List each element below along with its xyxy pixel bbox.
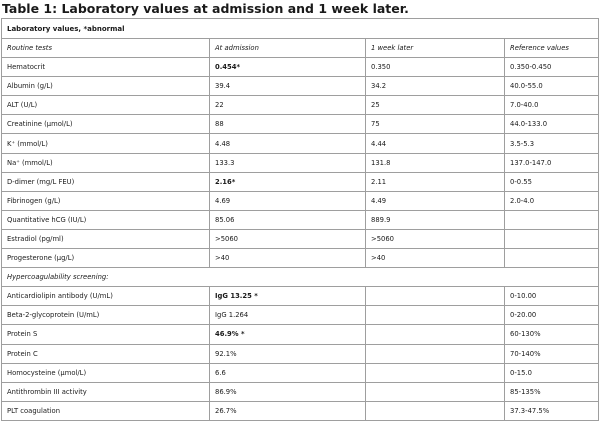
cell-at-admission: 6.6 [210,363,366,382]
table-title: Table 1: Laboratory values at admission and 1 week later. [2,1,409,16]
cell-reference-value: 0-20.00 [505,306,599,325]
table-caption: Laboratory values, *abnormal [2,19,599,39]
cell-at-admission: 4.48 [210,134,366,153]
cell-1-week-later [366,363,505,382]
cell-1-week-later [366,325,505,344]
cell-test-name: Creatinine (μmol/L) [2,115,210,134]
table-row [2,96,599,115]
caption-row [2,19,599,39]
cell-reference-value: 0-10.00 [505,287,599,306]
cell-test-name: ALT (U/L) [2,96,210,115]
cell-1-week-later: 131.8 [366,153,505,172]
cell-test-name: Albumin (g/L) [2,77,210,96]
cell-at-admission: >40 [210,249,366,268]
column-header-at-admission: At admission [210,39,366,58]
cell-test-name: Homocysteine (μmol/L) [2,363,210,382]
cell-reference-value [505,210,599,229]
cell-1-week-later [366,401,505,420]
cell-test-name: Estradiol (pg/ml) [2,229,210,248]
lab-values-table [1,18,599,421]
cell-1-week-later: 75 [366,115,505,134]
table-row [2,229,599,248]
cell-test-name: Hematocrit [2,58,210,77]
table-row [2,191,599,210]
cell-1-week-later: 25 [366,96,505,115]
cell-reference-value: 40.0-55.0 [505,77,599,96]
cell-reference-value: 0-15.0 [505,363,599,382]
cell-reference-value: 85-135% [505,382,599,401]
cell-1-week-later [366,382,505,401]
cell-1-week-later: >5060 [366,229,505,248]
cell-reference-value: 137.0-147.0 [505,153,599,172]
table-row [2,58,599,77]
table-body [2,19,599,421]
cell-1-week-later: 4.49 [366,191,505,210]
cell-1-week-later: 2.11 [366,172,505,191]
cell-test-name: Beta-2-glycoprotein (U/mL) [2,306,210,325]
cell-test-name: D-dimer (mg/L FEU) [2,172,210,191]
cell-1-week-later: 0.350 [366,58,505,77]
cell-test-name: Fibrinogen (g/L) [2,191,210,210]
table-row [2,287,599,306]
cell-test-name: Protein C [2,344,210,363]
column-header-row [2,39,599,58]
table-row [2,134,599,153]
cell-reference-value: 37.3-47.5% [505,401,599,420]
cell-test-name: Protein S [2,325,210,344]
cell-reference-value: 44.0-133.0 [505,115,599,134]
table-row [2,306,599,325]
table-row [2,210,599,229]
cell-at-admission: IgG 13.25 * [210,287,366,306]
cell-1-week-later [366,344,505,363]
cell-at-admission: 88 [210,115,366,134]
cell-reference-value: 0-0.55 [505,172,599,191]
cell-at-admission: 26.7% [210,401,366,420]
cell-at-admission: 46.9% * [210,325,366,344]
cell-at-admission: 133.3 [210,153,366,172]
section-hypercoagulability-label: Hypercoagulability screening: [2,268,599,287]
table-row [2,249,599,268]
cell-reference-value [505,229,599,248]
section-header-row [2,268,599,287]
cell-at-admission: 85.06 [210,210,366,229]
cell-1-week-later [366,287,505,306]
cell-reference-value: 7.0-40.0 [505,96,599,115]
cell-1-week-later: >40 [366,249,505,268]
cell-reference-value [505,249,599,268]
cell-test-name: Na⁺ (mmol/L) [2,153,210,172]
cell-at-admission: 0.454* [210,58,366,77]
cell-at-admission: >5060 [210,229,366,248]
cell-1-week-later: 889.9 [366,210,505,229]
cell-at-admission: 22 [210,96,366,115]
column-header-routine-tests: Routine tests [2,39,210,58]
column-header-reference-values: Reference values [505,39,599,58]
cell-test-name: PLT coagulation [2,401,210,420]
cell-1-week-later: 34.2 [366,77,505,96]
cell-test-name: Quantitative hCG (IU/L) [2,210,210,229]
table-row [2,344,599,363]
cell-test-name: Progesterone (μg/L) [2,249,210,268]
cell-test-name: Anticardiolipin antibody (U/mL) [2,287,210,306]
cell-test-name: Antithrombin III activity [2,382,210,401]
cell-reference-value: 2.0-4.0 [505,191,599,210]
table-row [2,115,599,134]
cell-reference-value: 70-140% [505,344,599,363]
table-row [2,325,599,344]
table-row [2,172,599,191]
cell-at-admission: IgG 1.264 [210,306,366,325]
cell-reference-value: 60-130% [505,325,599,344]
table-row [2,401,599,420]
cell-reference-value: 0.350-0.450 [505,58,599,77]
table-row [2,382,599,401]
column-header-1-week-later: 1 week later [366,39,505,58]
cell-reference-value: 3.5-5.3 [505,134,599,153]
cell-at-admission: 92.1% [210,344,366,363]
cell-at-admission: 2.16* [210,172,366,191]
cell-1-week-later [366,306,505,325]
cell-at-admission: 4.69 [210,191,366,210]
table-row [2,77,599,96]
cell-test-name: K⁺ (mmol/L) [2,134,210,153]
cell-at-admission: 86.9% [210,382,366,401]
table-row [2,363,599,382]
cell-1-week-later: 4.44 [366,134,505,153]
table-row [2,153,599,172]
cell-at-admission: 39.4 [210,77,366,96]
